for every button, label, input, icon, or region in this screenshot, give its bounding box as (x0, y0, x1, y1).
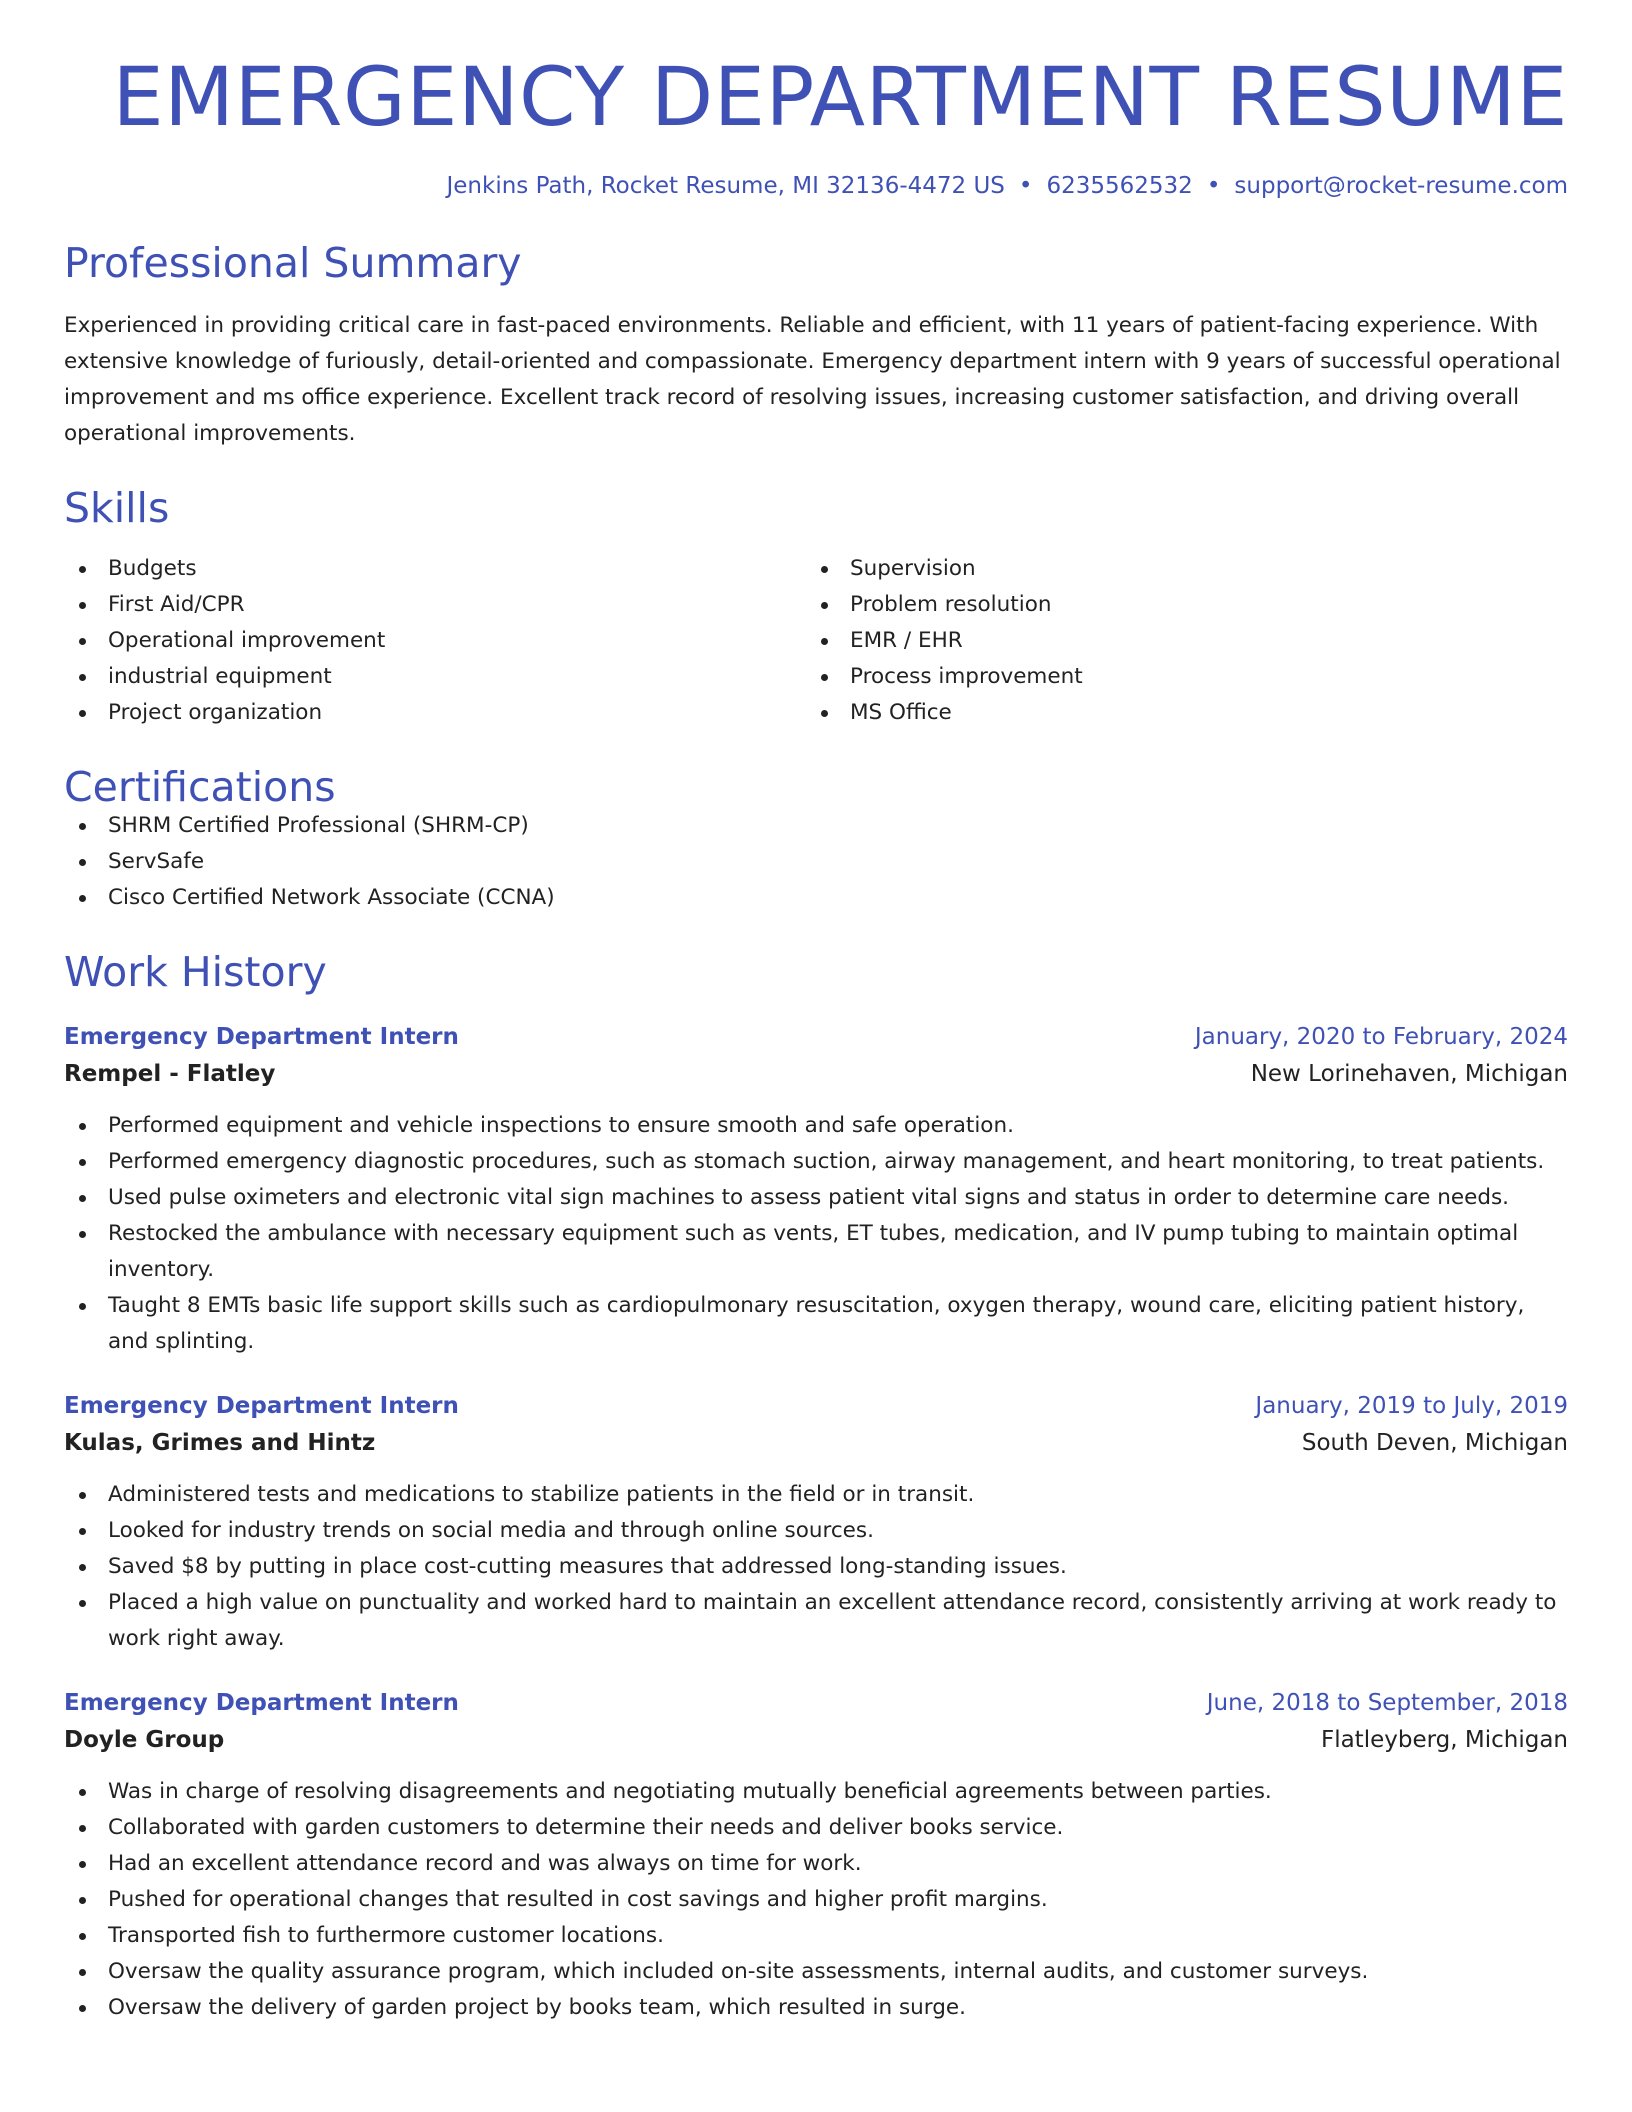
job-title: Emergency Department Intern (64, 1024, 459, 1050)
contact-email[interactable]: support@rocket-resume.com (1234, 173, 1568, 199)
job-company-row (64, 1055, 1568, 1093)
skills-column-right (806, 551, 1548, 731)
job-bullet: Administered tests and medications to stabilize patients in the field or in transit. (64, 1477, 1568, 1513)
certification-item: SHRM Certified Professional (SHRM-CP) (64, 808, 1568, 844)
job-bullets (64, 1477, 1568, 1657)
skills-column-left (64, 551, 806, 731)
skill-item: EMR / EHR (806, 623, 1548, 659)
skill-item: industrial equipment (64, 659, 806, 695)
job-header-row (64, 1685, 1568, 1721)
job-bullet: Performed equipment and vehicle inspections to ensure smooth and safe operation. (64, 1108, 1568, 1144)
job-bullet: Had an excellent attendance record and was always on time for work. (64, 1846, 1568, 1882)
certifications-list (64, 808, 1568, 916)
job-bullet: Saved $8 by putting in place cost-cutting measures that addressed long-standing issues. (64, 1549, 1568, 1585)
skills-columns (64, 551, 1568, 731)
certifications-heading: Certifications (64, 763, 336, 811)
skills-heading: Skills (64, 484, 170, 532)
job-bullet: Used pulse oximeters and electronic vital sign machines to assess patient vital signs and status in order to determine care needs. (64, 1180, 1568, 1216)
work-history-heading: Work History (64, 948, 327, 996)
job-bullet: Pushed for operational changes that resulted in cost savings and higher profit margins. (64, 1882, 1568, 1918)
job-entry (64, 1388, 1568, 1657)
job-bullet: Oversaw the quality assurance program, which included on-site assessments, internal audits, and customer surveys. (64, 1954, 1568, 1990)
job-location: Flatleyberg, Michigan (1320, 1727, 1568, 1753)
skills-list-left (64, 551, 806, 731)
job-dates: January, 2020 to February, 2024 (1194, 1024, 1568, 1050)
job-bullet: Restocked the ambulance with necessary equipment such as vents, ET tubes, medication, and IV pump tubing to maintain optimal inventory. (64, 1216, 1568, 1288)
job-title: Emergency Department Intern (64, 1690, 459, 1716)
certification-item: Cisco Certified Network Associate (CCNA) (64, 880, 1568, 916)
job-dates: January, 2019 to July, 2019 (1255, 1393, 1568, 1419)
job-header-row (64, 1019, 1568, 1055)
job-entry (64, 1685, 1568, 2026)
job-title: Emergency Department Intern (64, 1393, 459, 1419)
skill-item: Process improvement (806, 659, 1548, 695)
job-location: South Deven, Michigan (1301, 1430, 1568, 1456)
contact-phone[interactable]: 6235562532 (1046, 173, 1193, 199)
job-location: New Lorinehaven, Michigan (1250, 1061, 1568, 1087)
job-company: Kulas, Grimes and Hintz (64, 1430, 376, 1456)
job-company: Rempel - Flatley (64, 1061, 276, 1087)
resume-content (64, 52, 1568, 2026)
job-bullet: Transported fish to furthermore customer locations. (64, 1918, 1568, 1954)
job-bullet: Placed a high value on punctuality and worked hard to maintain an excellent attendance record, consistently arriving at work ready to work right away. (64, 1585, 1568, 1657)
job-bullets (64, 1108, 1568, 1360)
job-company-row (64, 1424, 1568, 1462)
skill-item: Supervision (806, 551, 1548, 587)
resume-title: EMERGENCY DEPARTMENT RESUME (112, 51, 1568, 145)
job-bullet: Was in charge of resolving disagreements and negotiating mutually beneficial agreements between parties. (64, 1774, 1568, 1810)
skill-item: Operational improvement (64, 623, 806, 659)
certification-item: ServSafe (64, 844, 1568, 880)
job-company: Doyle Group (64, 1727, 225, 1753)
job-bullets (64, 1774, 1568, 2026)
skill-item: First Aid/CPR (64, 587, 806, 623)
job-bullet: Looked for industry trends on social media and through online sources. (64, 1513, 1568, 1549)
job-company-row (64, 1721, 1568, 1759)
contact-address: Jenkins Path, Rocket Resume, MI 32136-4472 US (446, 173, 1005, 199)
contact-line (64, 173, 1568, 199)
skill-item: Problem resolution (806, 587, 1548, 623)
skill-item: MS Office (806, 695, 1548, 731)
job-bullet: Taught 8 EMTs basic life support skills such as cardiopulmonary resuscitation, oxygen therapy, wound care, eliciting patient history, and splinting. (64, 1288, 1568, 1360)
summary-heading: Professional Summary (64, 239, 522, 287)
job-entry (64, 1019, 1568, 1360)
skill-item: Project organization (64, 695, 806, 731)
summary-text: Experienced in providing critical care in fast-paced environments. Reliable and efficient, with 11 years of patient-facing experience. With extensive knowledge of furiously, detail-oriented and compassionate. Emergency department intern with 9 years of successful operational improvement and ms office experience. Excellent track record of resolving issues, increasing customer satisfaction, and driving overall operational improvements. (64, 313, 1561, 446)
job-bullet: Collaborated with garden customers to determine their needs and deliver books service. (64, 1810, 1568, 1846)
skills-list-right (806, 551, 1548, 731)
contact-separator: • (1018, 173, 1033, 199)
job-dates: June, 2018 to September, 2018 (1206, 1690, 1568, 1716)
job-bullet: Oversaw the delivery of garden project by books team, which resulted in surge. (64, 1990, 1568, 2026)
job-header-row (64, 1388, 1568, 1424)
skill-item: Budgets (64, 551, 806, 587)
contact-separator: • (1206, 173, 1221, 199)
job-bullet: Performed emergency diagnostic procedures, such as stomach suction, airway management, and heart monitoring, to treat patients. (64, 1144, 1568, 1180)
